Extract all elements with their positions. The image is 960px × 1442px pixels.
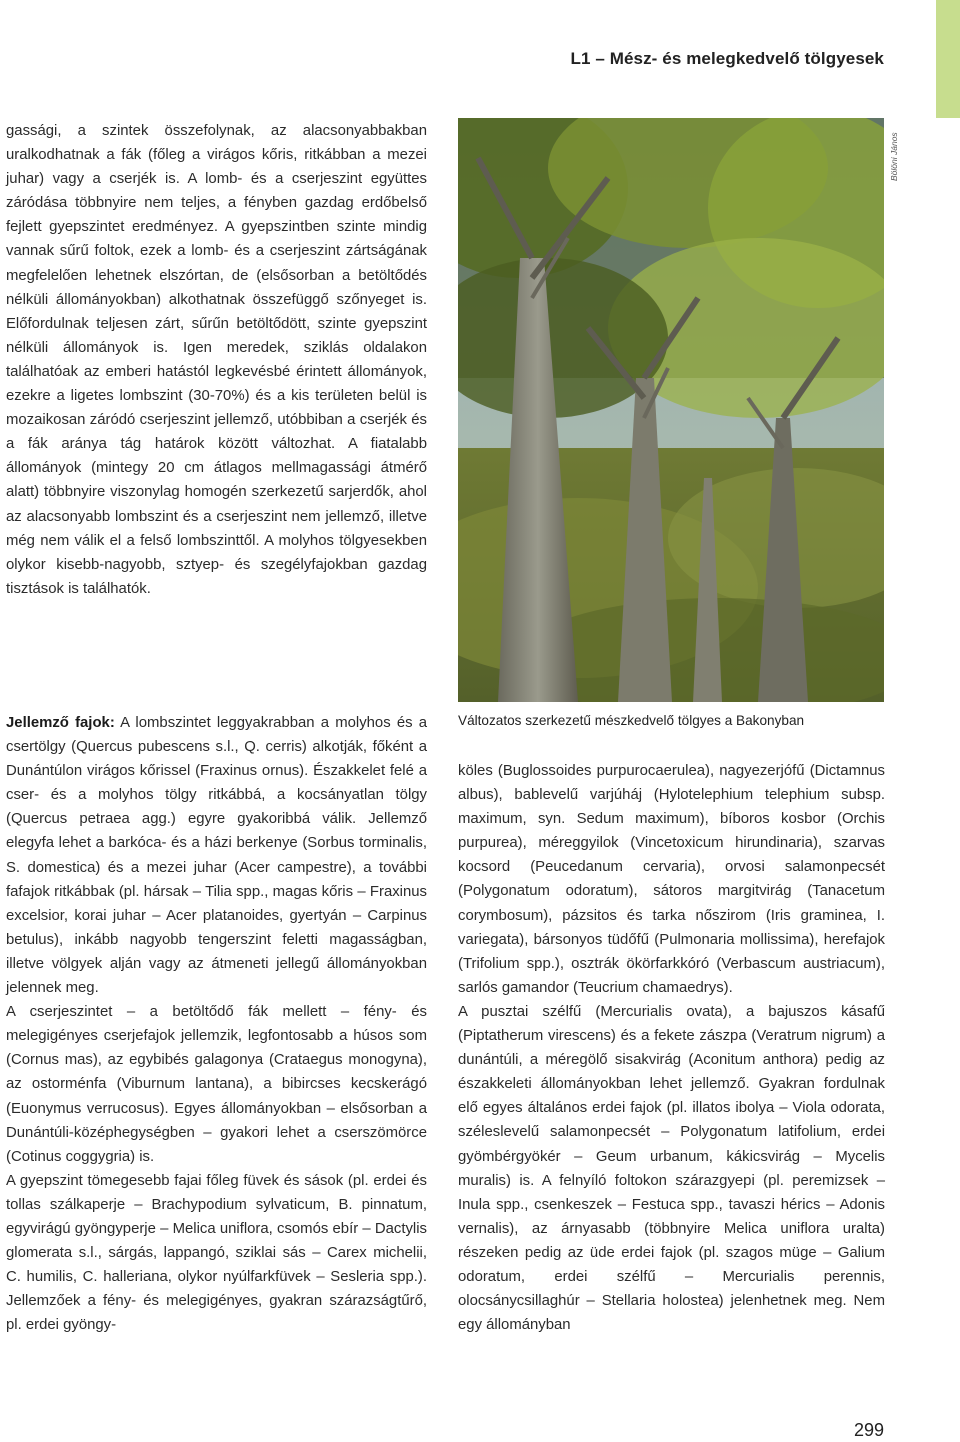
body-text: A lombszintet leggyakrabban a molyhos és a csertölgy (Quercus pubescens s.l., Q. cerris) alkotják, főként a Dunántúlon virágos kőrissel (Fraxinus ornus). Északkelet felé a cser- és a molyhos tölgy ritkábbá, a kocsányatlan tölgy (Quercus petraea agg.) egyre gyakoribbá válik. Jellemző elegyfa lehet a barkóca- és a házi berkenye (Sorbus torminalis, S. domestica) és a mezei juhar (Acer campestre), a további fafajok ritkábbak (pl. hársak – Tilia spp., magas kőris – Fraxinus excelsior, korai juhar – Acer platanoides, gyertyán – Carpinus betulus), inkább nagyobb tengerszint feletti magasságban, illetve völgyek alján vagy az átmeneti jellegű állományokban jelennek meg. <box>6 715 427 997</box>
shrub-layer-paragraph: A cserjeszintet – a betöltődő fák mellett – fény- és melegigényes cserjefajok jellemzik, legfontosabb a húsos som (Cornus mas), az egybibés galagonya (Crataegus monogyna), az ostorménfa (Viburnum lantana), a bibircses kecskerágó (Euonymus verrucosus). Egyes állományokban – elsősorban a Dunántúli-középhegységben – gyakori lehet a cserszömörce (Cotinus coggygria) is. <box>6 1004 427 1165</box>
body-paragraph: gassági, a szintek összefolynak, az alacsonyabbakban uralkodhatnak a fák (főleg a virágos kőris, ritkábban a mezei juhar) vagy a cserjék is. A lomb- és a cserjeszint együttes záródása többnyire nem teljes, a fényben gazdag erdőbelső fejlett gyepszintet eredményez. A gyepszintben szinte mindig vannak sűrű foltok, ezek a lomb- és a cserjeszint zártságának megfelelően lehetnek elszórtan, de (elsősorban a betöltődés nélküli állományokban) alkothatnak összefüggő szőnyeget is. Előfordulnak teljesen zárt, sűrűn betöltődött, szinte gyepszint nélküli állományok is. Igen meredek, sziklás oldalakon találhatóak az emberi hatástól legkevésbé érintett állományok, ezekre a ligetes lombszint (30-70%) és a kis területen belül is mozaikosan záródó cserjeszint jellemző, utóbbiban a cserjék és a fák aránya tág határok között változhat. A fiatalabb állományok (mintegy 20 cm átlagos mellmagassági átmérő alatt) többnyire viszonylag homogén szerkezetű sarjerdők, ahol az alacsonyabb lombszint és a cserjeszint nem jellemző, illetve még nem válik el a felső lombszinttől. A molyhos tölgyesekben olykor kisebb-nagyobb, sztyep- és szegélyfajokban gazdag tisztások is találhatók. <box>6 123 427 597</box>
species-list-paragraph: köles (Buglossoides purpurocaerulea), nagyezerjófű (Dictamnus albus), bablevelű varjúháj (Hylotelephium telephium subsp. maximum, syn. Sedum maximum), bíboros kosbor (Orchis purpurea), méreggyilok (Vincetoxicum hirundinaria), szarvas kocsord (Peucedanum cervaria), orvosi salamonpecsét (Polygonatum odoratum), sátoros margitvirág (Tanacetum corymbosum), pázsitos és tarka nőszirom (Iris graminea, I. variegata), bársonyos tüdőfű (Pulmonaria mollissima), herefajok (Trifolium spp.), osztrák ökörfarkkóró (Verbascum austriacum), sarlós gamandor (Teucrium chamaedrys). <box>458 763 885 996</box>
chapter-thumb-tab <box>936 0 960 118</box>
page-number: 299 <box>853 1420 884 1440</box>
figure-caption: Változatos szerkezetű mészkedvelő tölgyes a Bakonyban <box>458 713 805 728</box>
forest-photo <box>458 118 884 702</box>
left-column-top <box>6 119 427 601</box>
right-column <box>458 759 885 1337</box>
herb-layer-paragraph: A gyepszint tömegesebb fajai főleg füvek és sások (pl. erdei és tollas szálkaperje – Brachypodium sylvaticum, B. pinnatum, egyvirágú gyöngyperje – Melica uniflora, csomós ebír – Dactylis glomerata s.l., sárgás, lappangó, sziklai sás – Carex michelii, C. humilis, C. halleriana, olykor nyúlfarkfüvek – Sesleria spp.). Jellemzőek a fény- és melegigényes, gyakran szárazságtűrő, pl. erdei gyöngy- <box>6 1172 427 1334</box>
regional-species-paragraph: A pusztai szélfű (Mercurialis ovata), a bajuszos kásafű (Piptatherum virescens) és a fekete zászpa (Veratrum nigrum) a dunántúli, a méregölő sisakvirág (Aconitum anthora) pedig az északkeleti állományokban lehet jellemző. Gyakran fordulnak elő egyes általános erdei fajok (pl. illatos ibolya – Viola odorata, széleslevelű salamonpecsét – Polygonatum latifolium, erdei gyömbérgyökér – Geum urbanum, kákicsvirág – Mycelis muralis) is. A felnyíló foltokon szárazgyepi (pl. peremizsek – Inula spp., csenkeszek – Festuca spp., tavaszi hérics – Adonis vernalis), az árnyasabb (többnyire Melica uniflora uralta) részeken pedig az üde erdei fajok (pl. szagos müge – Galium odoratum, erdei szélfű – Mercurialis perennis, olocsánycsillaghúr – Stellaria holostea) jelenhetnek meg. Nem egy állományban <box>458 1003 885 1334</box>
species-intro-paragraph <box>6 711 427 1000</box>
forest-photo-illustration <box>458 118 884 702</box>
running-header-title: L1 – Mész- és melegkedvelő tölgyesek <box>570 49 884 68</box>
left-column-species-section <box>6 711 427 1337</box>
photo-credit: Bölöni János <box>889 132 899 181</box>
section-lead-in: Jellemző fajok: <box>6 715 115 731</box>
